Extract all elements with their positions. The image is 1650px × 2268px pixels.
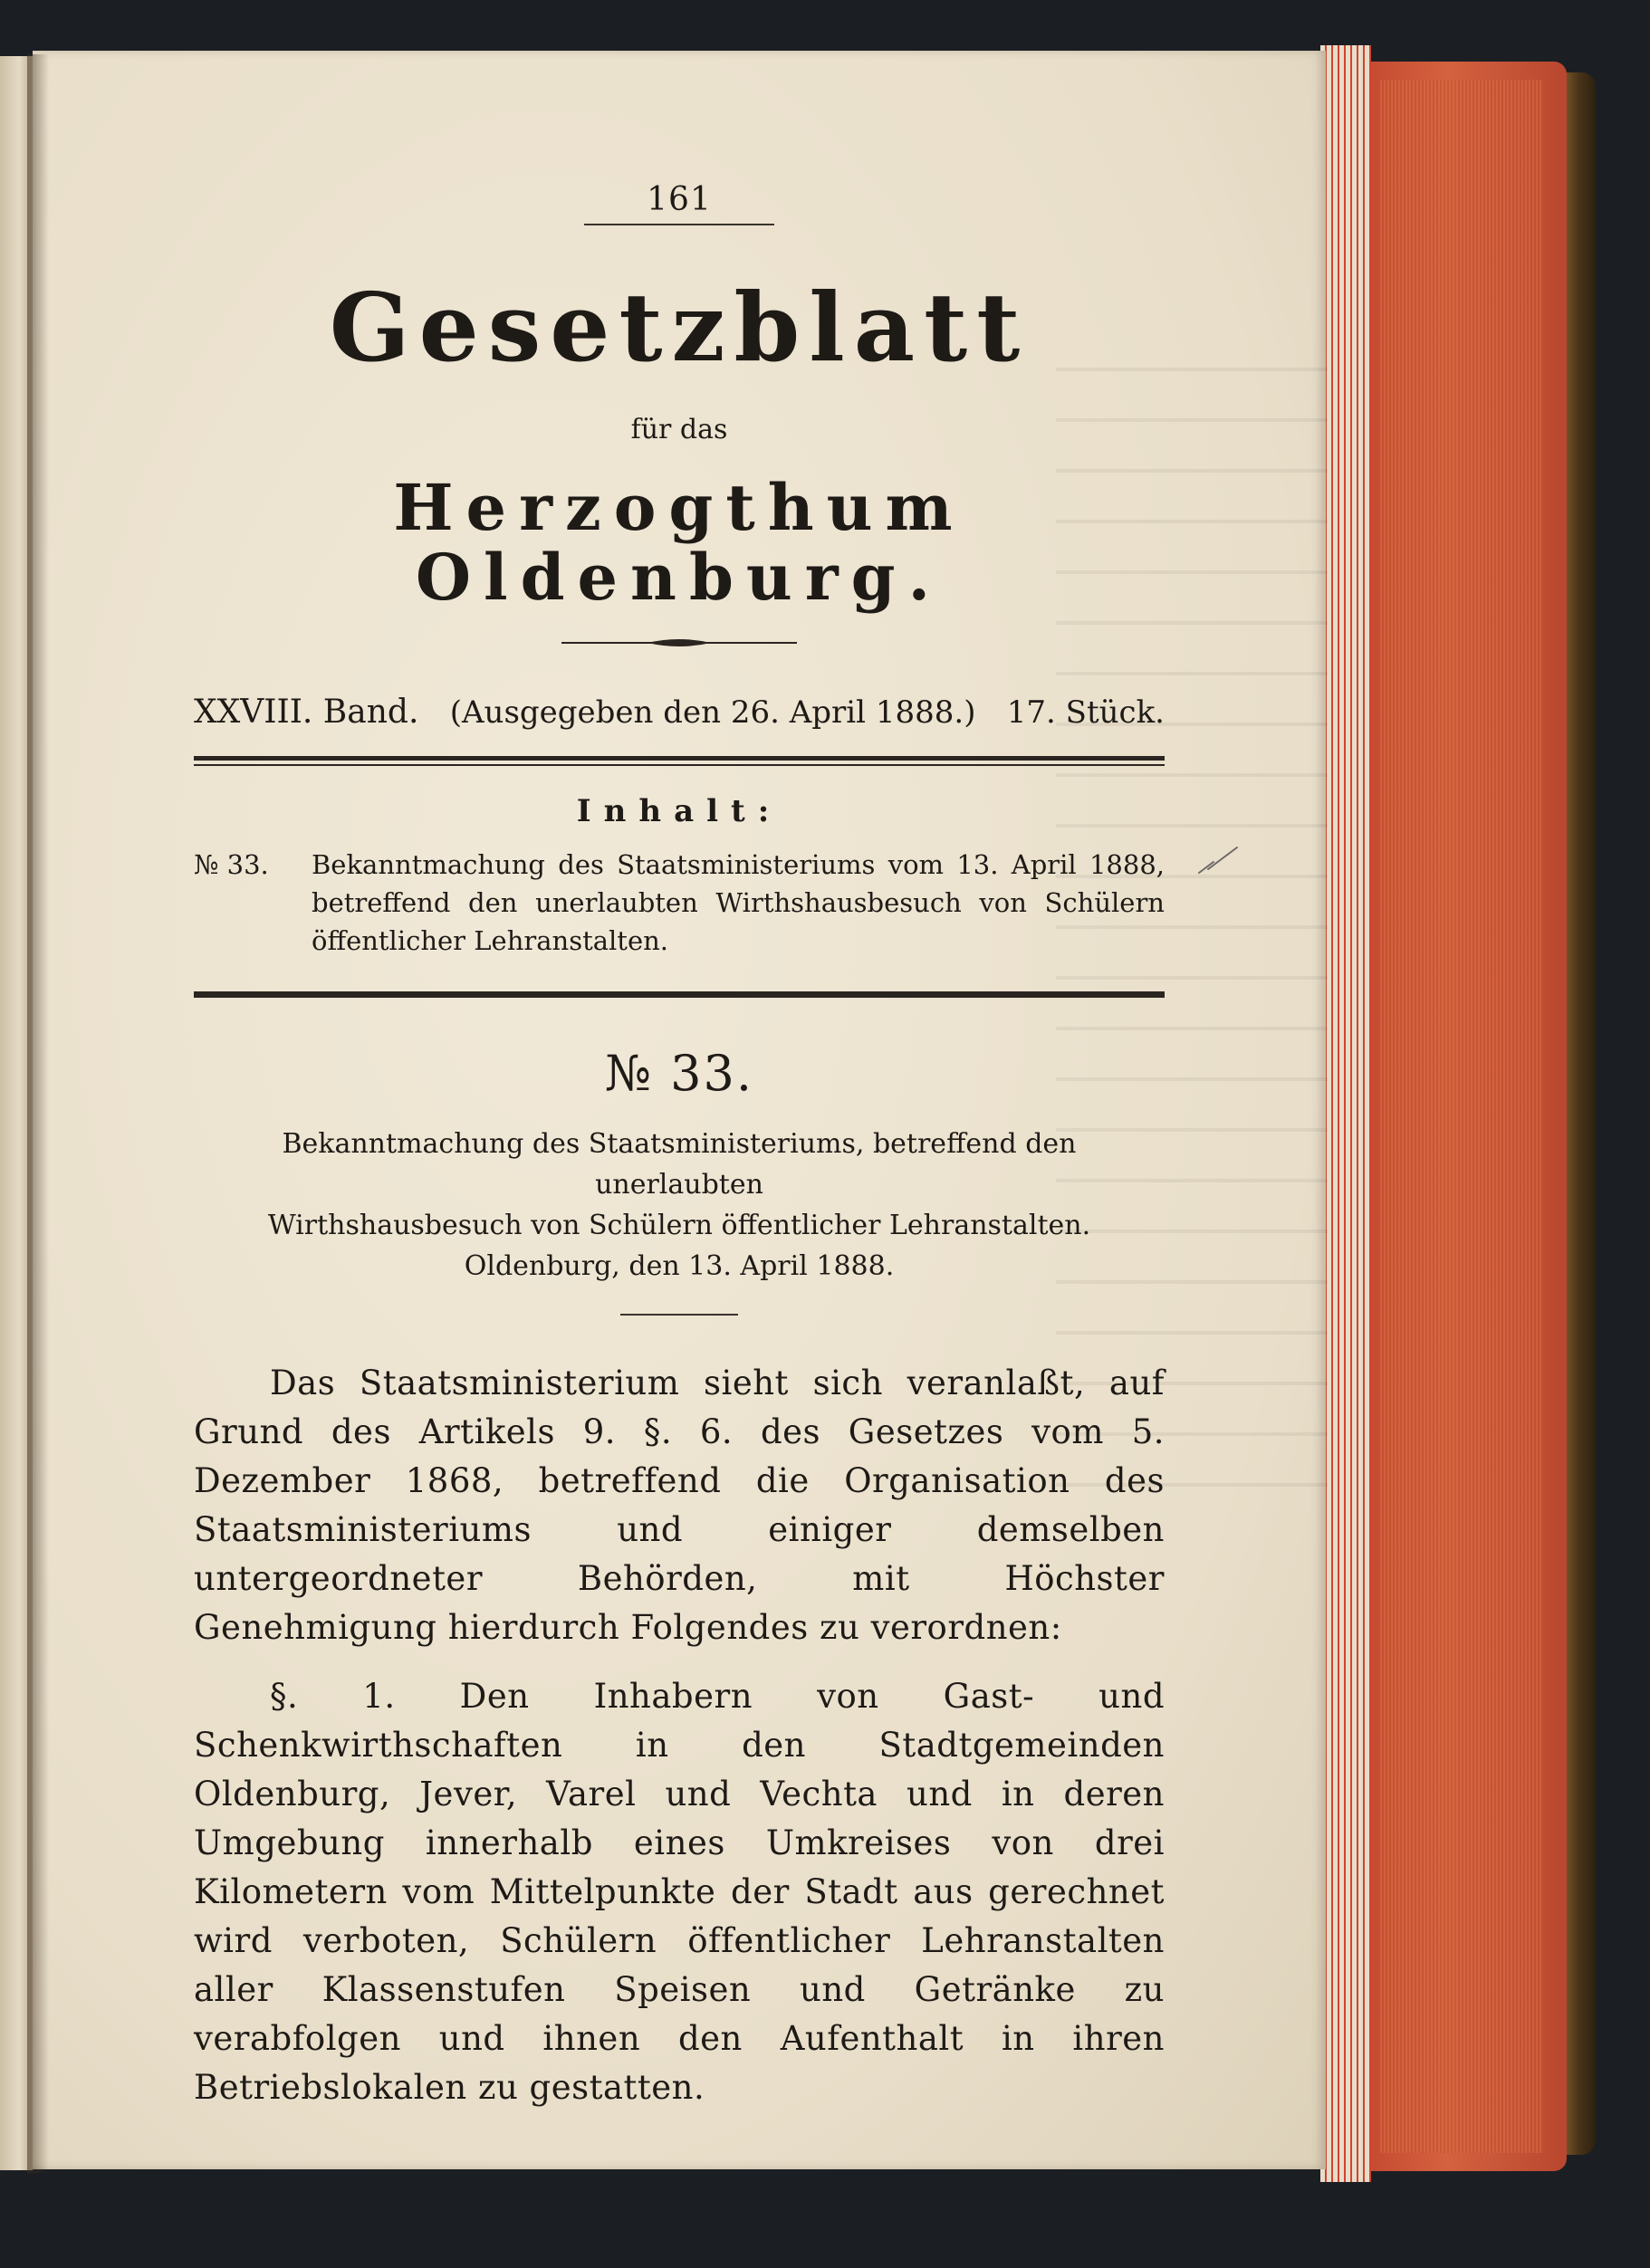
contents-entry-number: № 33.	[194, 849, 269, 881]
decree-title-line-2: Wirthshausbesuch von Schülern öffentlicher Lehranstalten.	[267, 1209, 1091, 1241]
decree-title	[194, 1124, 1165, 1287]
double-rule-bottom	[194, 991, 1165, 998]
decree-paragraph-section-1: §. 1. Den Inhabern von Gast- und Schenkwirthschaften in den Stadtgemeinden Oldenburg, Jever, Varel und Vechta und in deren Umgebung innerhalb eines Umkreises von drei Kilometern vom Mittelpunkte der Stadt aus gerechnet wird verboten, Schülern öffentlicher Lehranstalten aller Klassenstufen Speisen und Getränke zu verabfolgen und ihnen den Aufenthalt in ihren Betriebslokalen zu gestatten.	[194, 1676, 1165, 2107]
double-rule-top	[194, 756, 1165, 766]
pencil-check-mark-icon	[1195, 842, 1250, 878]
contents-heading: Inhalt:	[576, 793, 782, 830]
gutter-shadow	[27, 54, 49, 2173]
volume-label: XXVIII. Band.	[194, 694, 419, 732]
decree-title-line-1: Bekanntmachung des Staatsministeriums, betreffend den unerlaubten	[282, 1127, 1077, 1201]
decree-paragraph-intro: Das Staatsministerium sieht sich veranlaßt, auf Grund des Artikels 9. §. 6. des Gesetzes vom 5. Dezember 1868, betreffend die Organisation des Staatsministeriums und einiger demselben untergeordneter Behörden, mit Höchster Genehmigung hierdurch Folgendes zu verordnen:	[194, 1363, 1165, 1647]
issue-line	[194, 694, 1165, 731]
masthead-title: Gesetzblatt	[329, 272, 1030, 383]
issue-date: (Ausgegeben den 26. April 1888.)	[449, 694, 976, 732]
page-stack-edge	[1320, 45, 1371, 2182]
book-cover-edge	[1367, 62, 1567, 2171]
masthead-connector: für das	[630, 414, 728, 446]
page-number-rule	[584, 224, 774, 225]
decree-number: № 33.	[604, 1044, 754, 1102]
page-content	[194, 181, 1165, 2112]
decree-rule	[620, 1314, 738, 1316]
part-label: 17. Stück.	[1006, 694, 1165, 732]
page-number: 161	[647, 181, 712, 218]
contents-entry-text: Bekanntmachung des Staatsministeriums vom 13. April 1888, betreffend den unerlaubten Wirthshausbesuch von Schülern öffentlicher Lehranstalten.	[312, 849, 1165, 957]
contents-entry	[194, 846, 1165, 960]
ornament-divider-icon	[561, 636, 797, 650]
masthead-state: Herzogthum Oldenburg.	[393, 470, 965, 616]
decree-place-date: Oldenburg, den 13. April 1888.	[464, 1249, 895, 1282]
